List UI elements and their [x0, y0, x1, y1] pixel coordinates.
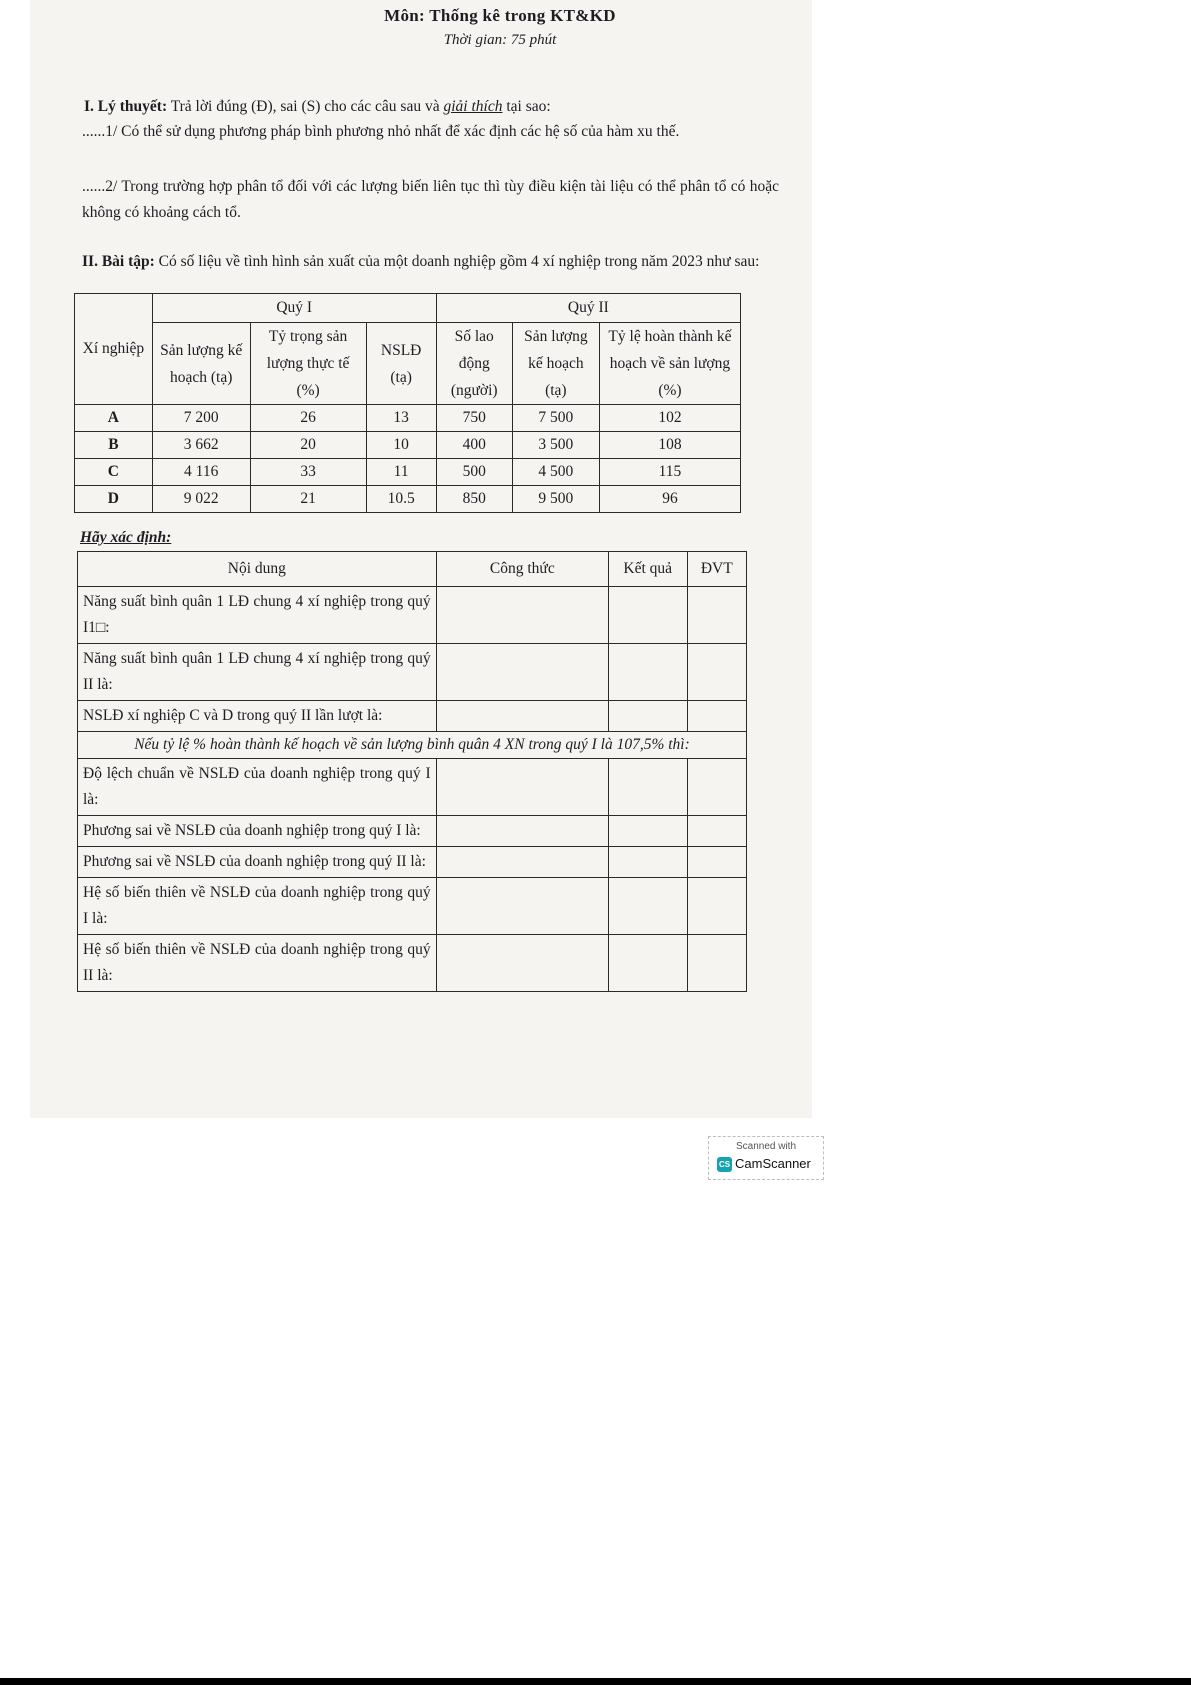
table-subheader-row [75, 323, 741, 405]
col-header: Sản lượng kế hoạch (tạ) [152, 323, 250, 405]
exercise-heading: II. Bài tập: [82, 253, 155, 270]
unit-cell[interactable] [687, 878, 746, 935]
theory-question-2: ......2/ Trong trường hợp phân tổ đối với các lượng biến liên tục thì tùy điều kiện tài liệu có thể phân tổ có hoặc không có khoảng cách tổ. [82, 178, 779, 221]
unit-cell[interactable] [687, 587, 746, 644]
task-content: Phương sai về NSLĐ của doanh nghiệp trong quý I là: [78, 816, 437, 847]
task-row [78, 816, 747, 847]
formula-cell[interactable] [436, 935, 608, 992]
theory-emphasis: giải thích [443, 98, 503, 115]
condition-text: Nếu tỷ lệ % hoàn thành kế hoạch về sản lượng bình quân 4 XN trong quý I là 107,5% thì: [78, 732, 747, 759]
camscanner-logo-icon: CS [717, 1157, 732, 1172]
table-cell: 7 200 [152, 405, 250, 432]
result-cell[interactable] [608, 587, 687, 644]
table-row [75, 486, 741, 513]
table-cell: 33 [250, 459, 366, 486]
watermark-caption: Scanned with [735, 1141, 797, 1152]
task-row [78, 759, 747, 816]
col-header: Sản lượng kế hoạch (tạ) [512, 323, 599, 405]
production-data-table [74, 293, 741, 513]
table-header-row [75, 294, 741, 323]
col-header: Tỷ lệ hoàn thành kế hoạch về sản lượng (%) [599, 323, 740, 405]
table-cell: 21 [250, 486, 366, 513]
result-cell[interactable] [608, 878, 687, 935]
table-cell: 850 [436, 486, 512, 513]
task-row [78, 701, 747, 732]
enterprise-name: D [75, 486, 153, 513]
task-content: NSLĐ xí nghiệp C và D trong quý II lần lượt là: [78, 701, 437, 732]
table-cell: 115 [599, 459, 740, 486]
task-row [78, 644, 747, 701]
task-content: Phương sai về NSLĐ của doanh nghiệp trong quý II là: [78, 847, 437, 878]
theory-heading: I. Lý thuyết: Trả lời đúng (Đ), sai (S) cho các câu sau và giải thích tại sao: [84, 98, 551, 115]
table-cell: 102 [599, 405, 740, 432]
table-cell: 20 [250, 432, 366, 459]
task-row [78, 935, 747, 992]
enterprise-name: C [75, 459, 153, 486]
enterprise-name: B [75, 432, 153, 459]
theory-question-1: ......1/ Có thể sử dụng phương pháp bình phương nhỏ nhất để xác định các hệ số của hàm xu thế. [82, 123, 680, 140]
camscanner-watermark [708, 1136, 824, 1180]
table-cell: 108 [599, 432, 740, 459]
table-cell: 400 [436, 432, 512, 459]
table-cell: 96 [599, 486, 740, 513]
result-cell[interactable] [608, 847, 687, 878]
table-row [75, 432, 741, 459]
bottom-edge-bar [0, 1678, 1191, 1685]
exercise-intro: II. Bài tập: Có số liệu về tình hình sản xuất của một doanh nghiệp gồm 4 xí nghiệp trong năm 2023 như sau: [82, 253, 760, 270]
task-content: Năng suất bình quân 1 LĐ chung 4 xí nghiệp trong quý II là: [78, 644, 437, 701]
formula-cell[interactable] [436, 587, 608, 644]
task-row [78, 878, 747, 935]
table-cell: 3 500 [512, 432, 599, 459]
formula-cell[interactable] [436, 878, 608, 935]
table-cell: 500 [436, 459, 512, 486]
table-row [75, 405, 741, 432]
col-header-enterprise: Xí nghiệp [75, 294, 153, 405]
group-header-q1: Quý I [152, 294, 436, 323]
unit-cell[interactable] [687, 935, 746, 992]
table-cell: 11 [366, 459, 436, 486]
result-cell[interactable] [608, 816, 687, 847]
table-cell: 10 [366, 432, 436, 459]
col-header-result: Kết quả [608, 552, 687, 587]
table-cell: 13 [366, 405, 436, 432]
table-cell: 4 116 [152, 459, 250, 486]
col-header-unit: ĐVT [687, 552, 746, 587]
result-cell[interactable] [608, 644, 687, 701]
col-header: Tỷ trọng sản lượng thực tế (%) [250, 323, 366, 405]
unit-cell[interactable] [687, 847, 746, 878]
col-header-formula: Công thức [436, 552, 608, 587]
formula-cell[interactable] [436, 701, 608, 732]
result-cell[interactable] [608, 701, 687, 732]
table-cell: 750 [436, 405, 512, 432]
formula-cell[interactable] [436, 759, 608, 816]
tasks-heading: Hãy xác định: [80, 529, 172, 546]
subject-title: Môn: Thống kê trong KT&KD [384, 6, 616, 25]
result-cell[interactable] [608, 759, 687, 816]
table-cell: 3 662 [152, 432, 250, 459]
col-header: Số lao động (người) [436, 323, 512, 405]
exam-duration: Thời gian: 75 phút [443, 32, 557, 48]
unit-cell[interactable] [687, 701, 746, 732]
group-header-q2: Quý II [436, 294, 740, 323]
table-cell: 26 [250, 405, 366, 432]
watermark-brand: CamScanner [735, 1156, 811, 1171]
formula-cell[interactable] [436, 816, 608, 847]
result-cell[interactable] [608, 935, 687, 992]
unit-cell[interactable] [687, 816, 746, 847]
col-header: NSLĐ (tạ) [366, 323, 436, 405]
task-content: Hệ số biến thiên về NSLĐ của doanh nghiệp trong quý II là: [78, 935, 437, 992]
task-row [78, 587, 747, 644]
task-content: Độ lệch chuẩn về NSLĐ của doanh nghiệp trong quý I là: [78, 759, 437, 816]
enterprise-name: A [75, 405, 153, 432]
answer-table-header [78, 552, 747, 587]
formula-cell[interactable] [436, 847, 608, 878]
table-cell: 9 500 [512, 486, 599, 513]
theory-heading-label: I. Lý thuyết: [84, 98, 168, 115]
table-cell: 7 500 [512, 405, 599, 432]
col-header-content: Nội dung [78, 552, 437, 587]
table-cell: 9 022 [152, 486, 250, 513]
task-content: Năng suất bình quân 1 LĐ chung 4 xí nghiệp trong quý I1□: [78, 587, 437, 644]
unit-cell[interactable] [687, 759, 746, 816]
condition-row [78, 732, 747, 759]
task-row [78, 847, 747, 878]
table-row [75, 459, 741, 486]
answer-table [77, 551, 747, 992]
table-cell: 10.5 [366, 486, 436, 513]
task-content: Hệ số biến thiên về NSLĐ của doanh nghiệp trong quý I là: [78, 878, 437, 935]
formula-cell[interactable] [436, 644, 608, 701]
unit-cell[interactable] [687, 644, 746, 701]
table-cell: 4 500 [512, 459, 599, 486]
